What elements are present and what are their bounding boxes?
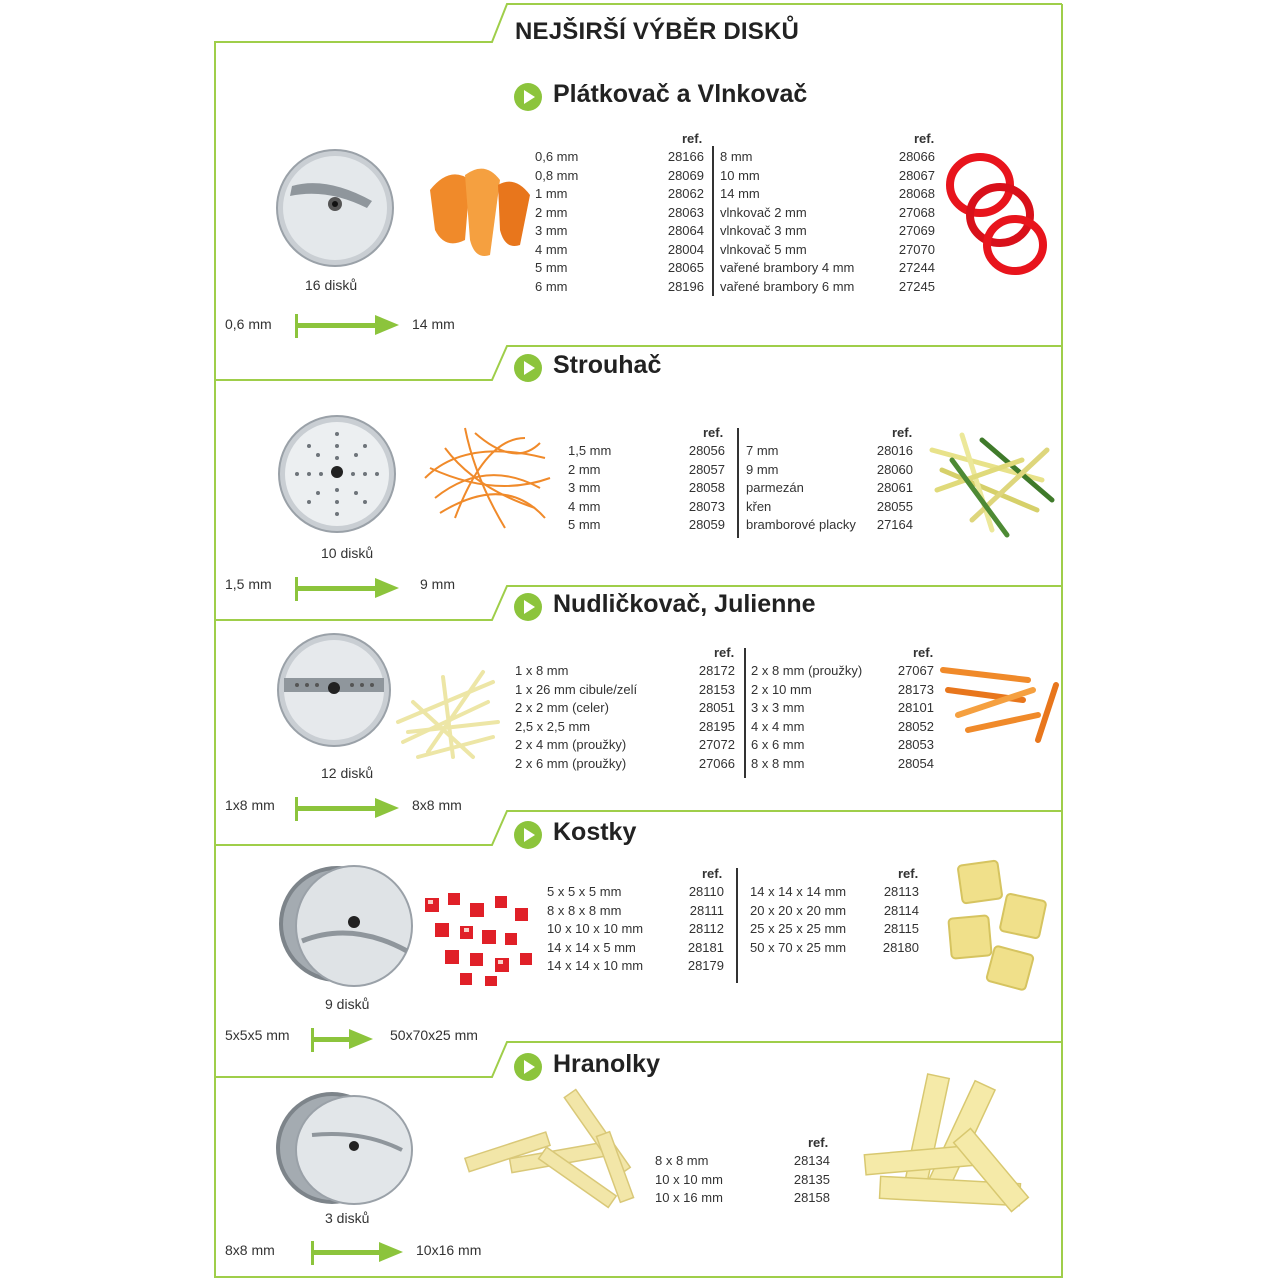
list-item: 1 x 8 mm: [515, 663, 569, 678]
julienne-disc-image: [272, 634, 402, 754]
ref-list: [684, 883, 724, 976]
list-item: 6 x 6 mm: [751, 737, 805, 752]
section-title-kostky: Kostky: [553, 818, 637, 846]
range-from: 5x5x5 mm: [225, 1027, 290, 1043]
list-item: vlnkovač 2 mm: [720, 204, 807, 220]
list-item: 2 x 4 mm (proužky): [515, 737, 627, 752]
ref-number: 28062: [667, 186, 704, 201]
range-arrow-icon: [311, 1237, 403, 1267]
size-list: [751, 662, 862, 773]
size-list: [515, 662, 637, 773]
column-divider: [736, 868, 738, 983]
list-item: 0,6 mm: [535, 149, 579, 164]
ref-list: [879, 883, 919, 957]
sliced-carrot-image: [420, 160, 540, 260]
disc-count: 9 disků: [325, 996, 370, 1012]
disc-count: 3 disků: [325, 1210, 370, 1226]
range-to: 8x8 mm: [412, 797, 462, 813]
list-item: 10 x 16 mm: [655, 1190, 723, 1205]
size-list: [750, 883, 846, 957]
ref-header: ref.: [703, 425, 724, 440]
ref-number: 28134: [793, 1153, 830, 1168]
range-from: 1x8 mm: [225, 797, 275, 813]
ref-header: ref.: [913, 645, 934, 660]
list-item: 3 mm: [568, 480, 601, 495]
range-arrow-icon: [295, 573, 399, 603]
range-from: 0,6 mm: [225, 316, 272, 332]
list-item: 2 mm: [535, 204, 568, 220]
list-item: 1 mm: [535, 186, 568, 201]
ref-number: 28055: [876, 498, 913, 514]
list-item: vlnkovač 5 mm: [720, 241, 807, 257]
list-item: 2 x 2 mm (celer): [515, 700, 609, 715]
list-item: 1,5 mm: [568, 443, 612, 458]
ref-number: 28058: [688, 480, 725, 495]
ref-number: 28061: [876, 480, 913, 495]
list-item: 14 x 14 x 5 mm: [547, 939, 636, 955]
ref-number: 28068: [898, 186, 935, 201]
list-item: vařené brambory 4 mm: [720, 260, 855, 275]
list-item: 2 x 10 mm: [751, 681, 812, 697]
size-list: [547, 883, 643, 976]
list-item: 8 x 8 mm: [655, 1153, 709, 1168]
ref-number: 28166: [667, 149, 704, 164]
range-to: 50x70x25 mm: [390, 1027, 478, 1043]
range-to: 10x16 mm: [416, 1242, 482, 1258]
ref-number: 28051: [698, 700, 735, 715]
ref-number: 28060: [876, 461, 913, 477]
size-list: [720, 148, 854, 296]
ref-number: 27072: [698, 737, 735, 752]
list-item: 10 x 10 mm: [655, 1171, 723, 1187]
size-list: [535, 148, 578, 296]
ref-number: 28153: [698, 681, 735, 697]
ref-number: 28069: [667, 167, 704, 183]
range-arrow-icon: [295, 793, 399, 823]
ref-number: 27066: [698, 755, 735, 771]
list-item: křen: [746, 498, 772, 514]
size-list: [568, 442, 611, 535]
ref-header: ref.: [914, 131, 935, 146]
list-item: 14 x 14 x 14 mm: [750, 884, 847, 899]
range-arrow-icon: [311, 1024, 373, 1054]
play-icon: [514, 354, 542, 382]
ref-number: 28195: [698, 718, 735, 734]
potato-cubes-image: [945, 855, 1055, 995]
play-icon: [514, 821, 542, 849]
section-title-strouhac: Strouhač: [553, 351, 662, 379]
ref-number: 28114: [883, 902, 919, 918]
ref-number: 28065: [667, 260, 704, 275]
ref-number: 28059: [688, 517, 725, 532]
list-item: 8 x 8 x 8 mm: [547, 902, 622, 918]
ref-number: 28179: [687, 958, 724, 973]
list-item: 6 mm: [535, 278, 568, 294]
ref-number: 28057: [688, 461, 725, 477]
ref-number: 28135: [793, 1171, 830, 1187]
ref-list: [873, 442, 913, 535]
list-item: 2 x 8 mm (proužky): [751, 663, 863, 678]
list-item: vlnkovač 3 mm: [720, 223, 807, 238]
list-item: 50 x 70 x 25 mm: [750, 939, 847, 955]
ref-number: 28054: [897, 755, 934, 771]
ref-number: 28112: [688, 921, 724, 936]
page-title: NEJŠIRŠÍ VÝBĚR DISKŮ: [515, 18, 800, 45]
ref-number: 28196: [667, 278, 704, 294]
ref-list: [895, 148, 935, 296]
disc-count: 16 disků: [305, 277, 358, 293]
range-from: 1,5 mm: [225, 576, 272, 592]
ref-number: 28111: [689, 902, 724, 918]
ref-number: 28115: [883, 921, 919, 936]
ref-header: ref.: [898, 866, 919, 881]
list-item: 3 x 3 mm: [751, 700, 805, 715]
column-divider: [737, 428, 739, 538]
ref-number: 28064: [667, 223, 704, 238]
size-list: [746, 442, 856, 535]
ref-number: 27068: [898, 204, 935, 220]
list-item: parmezán: [746, 480, 804, 495]
ref-number: 28101: [897, 700, 934, 715]
section-title-nudlickovac: Nudličkovač, Julienne: [553, 590, 816, 618]
list-item: 4 mm: [568, 498, 601, 514]
play-icon: [514, 83, 542, 111]
play-icon: [514, 593, 542, 621]
range-to: 9 mm: [420, 576, 455, 592]
grated-carrot-image: [415, 418, 555, 538]
list-item: 20 x 20 x 20 mm: [750, 902, 847, 918]
list-item: 0,8 mm: [535, 167, 579, 183]
list-item: 5 x 5 x 5 mm: [547, 884, 622, 899]
ref-header: ref.: [892, 425, 913, 440]
julienne-celery-image: [393, 662, 503, 762]
range-to: 14 mm: [412, 316, 455, 332]
ref-number: 28180: [882, 939, 919, 955]
ref-number: 28063: [667, 204, 704, 220]
ref-list: [790, 1152, 830, 1208]
list-item: 4 x 4 mm: [751, 718, 805, 734]
ref-header: ref.: [702, 866, 723, 881]
ref-number: 28053: [897, 737, 934, 752]
ref-number: 28158: [793, 1190, 830, 1205]
list-item: 2 x 6 mm (proužky): [515, 755, 627, 771]
ref-number: 27070: [898, 241, 935, 257]
list-item: 8 x 8 mm: [751, 755, 805, 771]
ref-number: 28073: [688, 498, 725, 514]
list-item: 10 x 10 x 10 mm: [547, 921, 644, 936]
column-divider: [744, 648, 746, 778]
list-item: 8 mm: [720, 149, 753, 164]
grated-zucchini-image: [922, 420, 1062, 540]
ref-header: ref.: [682, 131, 703, 146]
list-item: 10 mm: [720, 167, 760, 183]
size-list: [655, 1152, 723, 1208]
slicer-disc-image: [272, 146, 402, 276]
list-item: vařené brambory 6 mm: [720, 278, 855, 294]
french-fries-image: [460, 1105, 650, 1215]
ref-number: 28173: [897, 681, 934, 697]
list-item: 5 mm: [535, 260, 568, 275]
list-item: 14 x 14 x 10 mm: [547, 958, 644, 973]
list-item: bramborové placky: [746, 517, 856, 532]
potato-fries-image: [860, 1065, 1050, 1225]
list-item: 14 mm: [720, 186, 760, 201]
ref-number: 28016: [876, 443, 913, 458]
ref-number: 27245: [898, 278, 935, 294]
list-item: 9 mm: [746, 461, 779, 477]
ref-number: 27069: [898, 223, 935, 238]
disc-count: 12 disků: [321, 765, 374, 781]
ref-number: 28056: [688, 443, 725, 458]
ref-number: 28172: [698, 663, 735, 678]
ref-number: 28066: [898, 149, 935, 164]
section-title-platkovac: Plátkovač a Vlnkovač: [553, 80, 808, 108]
french-fry-disc-image: [272, 1090, 417, 1220]
diced-pepper-image: [420, 888, 540, 988]
range-arrow-icon: [295, 310, 399, 340]
ref-list: [894, 662, 934, 773]
ref-number: 28067: [898, 167, 935, 183]
ref-number: 28052: [897, 718, 934, 734]
ref-list: [664, 148, 704, 296]
julienne-carrot-image: [938, 655, 1063, 745]
ref-header: ref.: [714, 645, 735, 660]
ref-list: [685, 442, 725, 535]
list-item: 5 mm: [568, 517, 601, 532]
ref-list: [695, 662, 735, 773]
ref-number: 27067: [897, 663, 934, 678]
list-item: 7 mm: [746, 443, 779, 458]
list-item: 1 x 26 mm cibule/zelí: [515, 681, 638, 697]
list-item: 3 mm: [535, 223, 568, 238]
list-item: 4 mm: [535, 241, 568, 257]
dicing-grid-image: [272, 866, 417, 996]
ref-number: 28004: [667, 241, 704, 257]
ref-number: 28181: [687, 939, 724, 955]
ref-number: 28110: [688, 884, 724, 899]
disc-count: 10 disků: [321, 545, 374, 561]
list-item: 2 mm: [568, 461, 601, 477]
ref-header: ref.: [808, 1135, 829, 1150]
column-divider: [712, 146, 714, 296]
list-item: 2,5 x 2,5 mm: [515, 718, 591, 734]
list-item: 25 x 25 x 25 mm: [750, 921, 847, 936]
play-icon: [514, 1053, 542, 1081]
range-from: 8x8 mm: [225, 1242, 275, 1258]
pepper-rings-image: [945, 150, 1055, 280]
grater-disc-image: [272, 414, 402, 544]
section-title-hranolky: Hranolky: [553, 1050, 660, 1078]
ref-number: 28113: [883, 884, 919, 899]
ref-number: 27244: [898, 260, 935, 275]
ref-number: 27164: [876, 517, 913, 532]
